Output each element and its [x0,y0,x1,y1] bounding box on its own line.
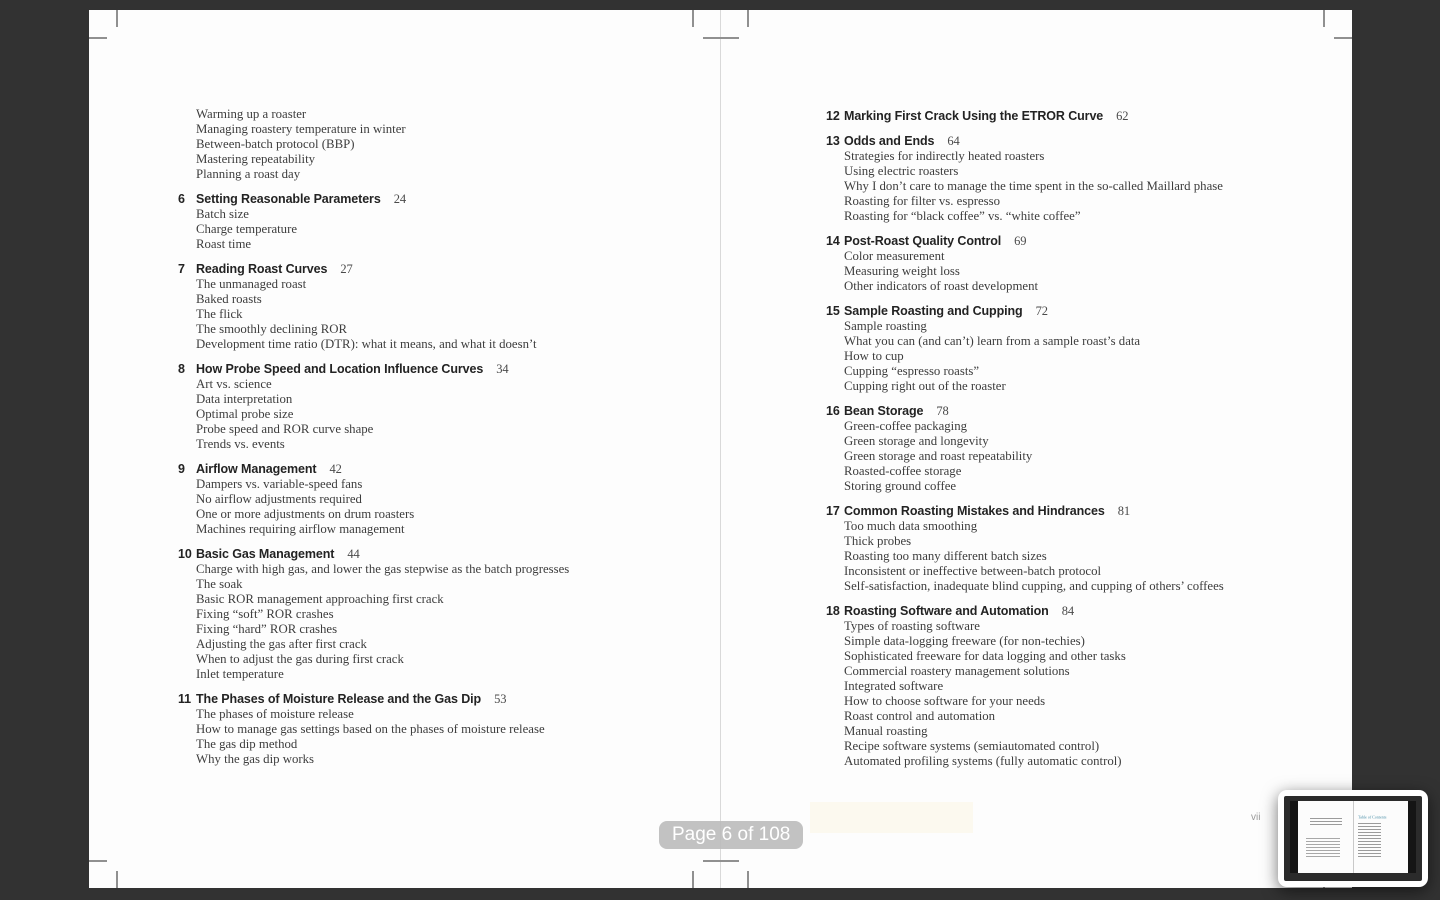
toc-chapter-heading [826,504,1306,519]
toc-section [178,362,698,452]
toc-subitem: Inconsistent or ineffective between-batch protocol [844,564,1102,578]
toc-subitem: The smoothly declining ROR [196,322,348,336]
crop-mark [89,860,107,862]
toc-chapter-number: 10 [178,547,192,561]
toc-subitem: Why the gas dip works [196,752,314,766]
toc-subitem: Fixing “hard” ROR crashes [196,622,338,636]
toc-section [826,404,1306,494]
toc-chapter-title: Common Roasting Mistakes and Hindrances [844,504,1105,518]
toc-left-page [178,107,698,767]
toc-chapter-title: Basic Gas Management [196,547,335,561]
toc-chapter-page-number: 84 [1061,604,1074,618]
crop-mark [89,37,107,39]
toc-subitem: Cupping right out of the roaster [844,379,1006,393]
toc-subitem: Sample roasting [844,319,927,333]
toc-subitem: Recipe software systems (semiautomated control) [844,739,1100,753]
toc-section [826,234,1306,294]
toc-subitem: Warming up a roaster [196,107,307,121]
toc-chapter-number: 16 [826,404,840,418]
toc-section [826,504,1306,594]
toc-chapter-heading [826,134,1306,149]
pip-mini-toc-heading: Table of Contents [1358,815,1387,820]
toc-subitem: Roast control and automation [844,709,996,723]
toc-chapter-heading [178,692,698,707]
toc-subitem: Cupping “espresso roasts” [844,364,980,378]
toc-chapter-page-number: 78 [936,404,949,418]
toc-subitem: Roasting too many different batch sizes [844,549,1047,563]
toc-chapter-number: 17 [826,504,840,518]
toc-subitem: Baked roasts [196,292,262,306]
highlight-region [810,802,973,833]
toc-chapter-title: Marking First Crack Using the ETROR Curve [844,109,1104,123]
toc-subitem: Manual roasting [844,724,928,738]
toc-subitem: Sophisticated freeware for data logging and other tasks [844,649,1126,663]
toc-chapter-title: Roasting Software and Automation [844,604,1049,618]
toc-chapter-number: 13 [826,134,840,148]
pip-screen [1284,796,1422,881]
toc-section [178,262,698,352]
crop-mark [703,860,739,862]
toc-section [178,192,698,252]
toc-chapter-page-number: 72 [1035,304,1048,318]
toc-subitem: Managing roastery temperature in winter [196,122,406,136]
pip-mini-text-block [1306,838,1340,857]
toc-subitem: Inlet temperature [196,667,284,681]
toc-chapter-title: Sample Roasting and Cupping [844,304,1023,318]
toc-chapter-page-number: 81 [1117,504,1131,518]
toc-subitem: Mastering repeatability [196,152,316,166]
toc-subitem: Integrated software [844,679,944,693]
toc-section [826,304,1306,394]
toc-chapter-heading [826,604,1306,619]
toc-chapter-title: Odds and Ends [844,134,935,148]
toc-subitem: Storing ground coffee [844,479,957,493]
toc-chapter-title: The Phases of Moisture Release and the Gas Dip [196,692,482,706]
toc-chapter-number: 9 [178,462,185,476]
toc-subitem: Art vs. science [196,377,272,391]
toc-subitem: Commercial roastery management solutions [844,664,1070,678]
toc-subitem: Why I don’t care to manage the time spent in the so-called Maillard phase [844,179,1223,193]
folio-page-number: vii [1251,812,1261,823]
toc-section [178,547,698,682]
toc-subitem: Green-coffee packaging [844,419,968,433]
toc-subitem: Probe speed and ROR curve shape [196,422,374,436]
toc-chapter-title: Setting Reasonable Parameters [196,192,381,206]
toc-chapter-page-number: 42 [329,462,342,476]
toc-chapter-title: Bean Storage [844,404,924,418]
toc-subitem: Green storage and longevity [844,434,989,448]
toc-chapter-title: Airflow Management [196,462,317,476]
toc-subitem: Too much data smoothing [844,519,978,533]
toc-subitem: Batch size [196,207,249,221]
toc-subitem: Machines requiring airflow management [196,522,405,536]
toc-chapter-page-number: 34 [496,362,509,376]
toc-chapter-title: Post-Roast Quality Control [844,234,1002,248]
toc-subitem: The phases of moisture release [196,707,354,721]
toc-chapter-number: 11 [178,692,192,706]
toc-subitem: Thick probes [844,534,912,548]
toc-right-page [826,109,1306,769]
toc-subitem: The gas dip method [196,737,298,751]
toc-chapter-page-number: 53 [494,692,507,706]
toc-subitem: Trends vs. events [196,437,285,451]
toc-chapter-heading [826,234,1306,249]
page-gutter-divider [720,10,721,888]
toc-chapter-number: 18 [826,604,840,618]
toc-chapter-page-number: 69 [1014,234,1027,248]
crop-mark [703,37,739,39]
toc-chapter-page-number: 27 [340,262,353,276]
toc-section [826,134,1306,224]
toc-subitem: What you can (and can’t) learn from a sample roast’s data [844,334,1141,348]
toc-subitem: Charge with high gas, and lower the gas stepwise as the batch progresses [196,562,570,576]
book-spread[interactable] [89,10,1352,888]
toc-chapter-number: 7 [178,262,185,276]
toc-chapter-title: How Probe Speed and Location Influence Curves [196,362,484,376]
toc-chapter-number: 15 [826,304,840,318]
toc-subitem: Green storage and roast repeatability [844,449,1033,463]
crop-mark [692,871,694,888]
toc-chapter-number: 8 [178,362,185,376]
toc-subitem: Automated profiling systems (fully automatic control) [844,754,1122,768]
toc-subitem: Data interpretation [196,392,293,406]
toc-chapter-page-number: 44 [347,547,360,561]
pip-mini-text-block [1310,818,1342,825]
toc-subitem: Dampers vs. variable-speed fans [196,477,363,491]
toc-chapter-number: 14 [826,234,840,248]
toc-subitem: One or more adjustments on drum roasters [196,507,415,521]
toc-subitem: Other indicators of roast development [844,279,1039,293]
toc-subitem: Fixing “soft” ROR crashes [196,607,334,621]
crop-mark [692,10,694,27]
toc-subitem: How to choose software for your needs [844,694,1046,708]
toc-section [826,604,1306,769]
toc-subitem: Between-batch protocol (BBP) [196,137,355,151]
pip-mini-spread [1290,801,1417,872]
toc-subitem: Using electric roasters [844,164,959,178]
toc-chapter-number: 12 [826,109,840,123]
pip-mini-pages [1298,801,1407,872]
toc-chapter-heading [178,462,698,477]
toc-section [178,462,698,537]
toc-subitem: Types of roasting software [844,619,980,633]
page-indicator: Page 6 of 108 [659,821,803,849]
toc-subitem: Adjusting the gas after first crack [196,637,367,651]
toc-chapter-page-number: 62 [1116,109,1129,123]
toc-subitem: Roasting for “black coffee” vs. “white coffee” [844,209,1081,223]
toc-subitem: Charge temperature [196,222,298,236]
toc-subitem: Self-satisfaction, inadequate blind cupping, and cupping of others’ coffees [844,579,1224,593]
toc-subitem: Roasting for filter vs. espresso [844,194,1001,208]
toc-chapter-page-number: 24 [393,192,406,206]
crop-mark [747,10,749,27]
toc-chapter-heading [826,304,1306,319]
toc-subitem: Measuring weight loss [844,264,960,278]
toc-subitem: How to cup [844,349,904,363]
toc-chapter-heading [826,109,1306,124]
toc-subitem: Optimal probe size [196,407,294,421]
toc-section [178,107,698,182]
pip-mini-gutter [1353,801,1354,872]
toc-section [178,692,698,767]
toc-chapter-heading [826,404,1306,419]
toc-subitem: Basic ROR management approaching first crack [196,592,444,606]
toc-chapter-page-number: 64 [947,134,960,148]
toc-subitem: When to adjust the gas during first crack [196,652,404,666]
crop-mark [116,871,118,888]
toc-subitem: Roast time [196,237,252,251]
toc-chapter-title: Reading Roast Curves [196,262,328,276]
toc-chapter-heading [178,547,698,562]
toc-chapter-number: 6 [178,192,185,206]
toc-subitem: No airflow adjustments required [196,492,362,506]
crop-mark [1323,10,1325,27]
toc-chapter-heading [178,262,698,277]
crop-mark [1334,37,1352,39]
toc-subitem: Color measurement [844,249,945,263]
toc-subitem: The soak [196,577,243,591]
toc-section [826,109,1306,124]
crop-mark [116,10,118,27]
toc-subitem: The unmanaged roast [196,277,307,291]
crop-mark [747,871,749,888]
pip-mini-text-block [1358,823,1381,859]
pip-thumbnail[interactable] [1278,790,1428,887]
toc-chapter-heading [178,362,698,377]
toc-subitem: Planning a roast day [196,167,301,181]
toc-subitem: The flick [196,307,243,321]
toc-subitem: Roasted-coffee storage [844,464,962,478]
toc-subitem: Development time ratio (DTR): what it means, and what it doesn’t [196,337,537,351]
toc-subitem: Strategies for indirectly heated roasters [844,149,1045,163]
toc-subitem: How to manage gas settings based on the phases of moisture release [196,722,545,736]
toc-subitem: Simple data-logging freeware (for non-techies) [844,634,1085,648]
toc-chapter-heading [178,192,698,207]
